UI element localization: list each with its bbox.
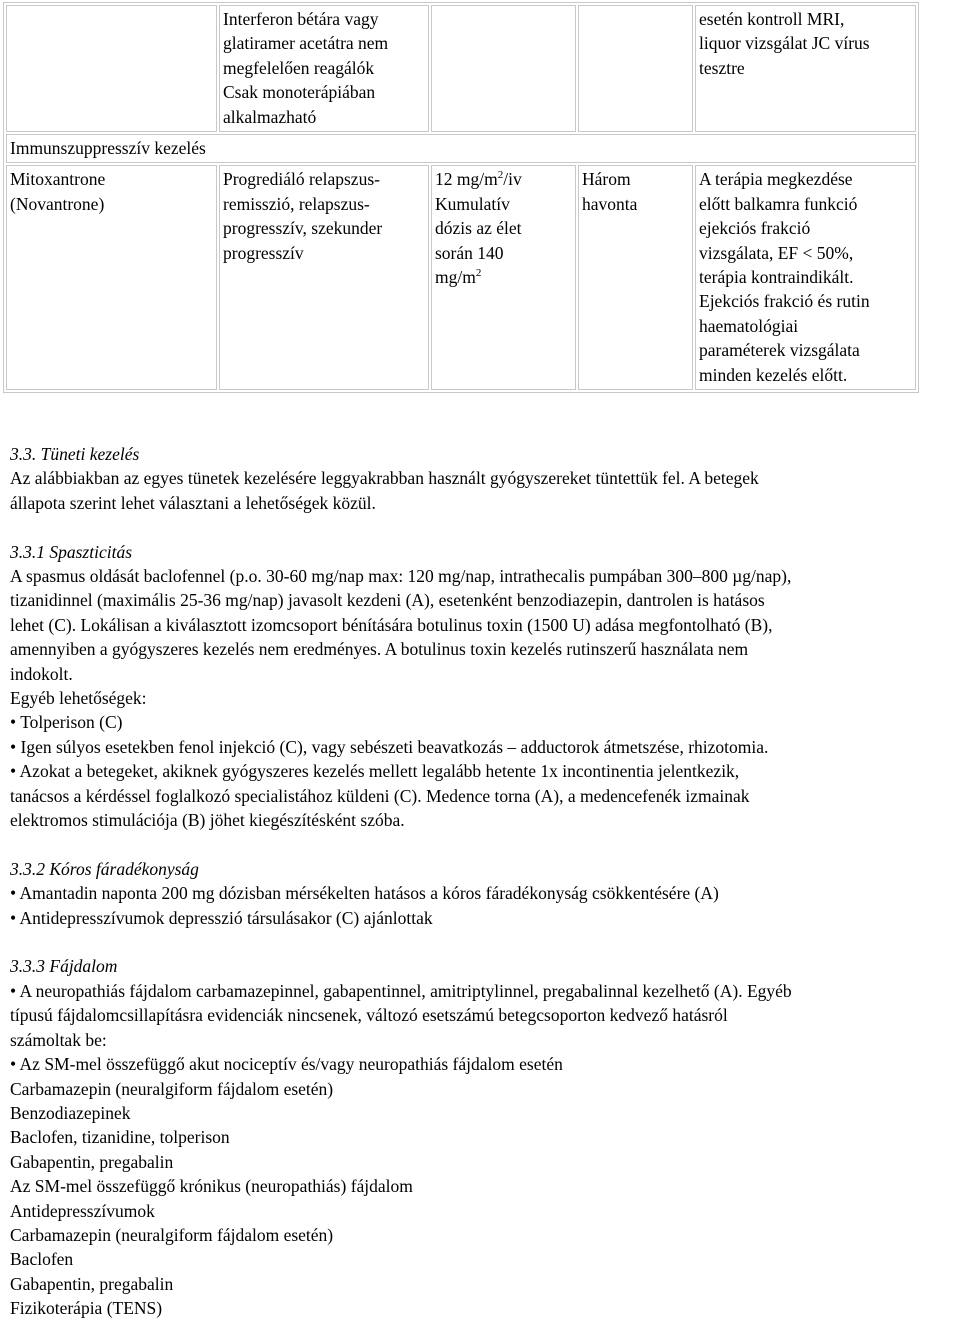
table-cell-dose-empty	[431, 5, 576, 132]
bullet-item: • Antidepresszívumok depresszió társulásakor (C) ajánlottak	[10, 906, 960, 930]
cell-line: dózis az élet	[435, 218, 522, 239]
cell-line: havonta	[582, 193, 638, 214]
paragraph-line: Egyéb lehetőségek:	[10, 688, 147, 709]
dose-text: 12 mg/m	[435, 169, 498, 190]
paragraph-line: A spasmus oldását baclofennel (p.o. 30-60 mg/nap max: 120 mg/nap, intrathecalis pumpában 300–800 µg/nap),	[10, 566, 792, 587]
section-heading: 3.3.3 Fájdalom	[10, 956, 118, 977]
bullet-item: • A neuropathiás fájdalom carbamazepinnel, gabapentinnel, amitriptylinnel, pregabalinnal kezelhető (A). Egyéb	[10, 979, 960, 1003]
cell-line: Csak monoterápiában	[223, 82, 376, 103]
table-cell-indication	[219, 5, 429, 132]
list-line: Baclofen, tizanidine, tolperison	[10, 1127, 230, 1148]
paragraph-line: tizanidinnel (maximális 25-36 mg/nap) javasolt kezdeni (A), esetenként benzodiazepin, dantrolen is hatásos	[10, 590, 765, 611]
table-cell-frequency	[578, 165, 693, 390]
table-row	[6, 5, 916, 132]
therapy-table	[3, 2, 919, 393]
paragraph-line: indokolt.	[10, 663, 73, 684]
spacer	[10, 832, 960, 856]
section-heading: 3.3.1 Spaszticitás	[10, 541, 133, 562]
paragraph-line: amennyiben a gyógyszeres kezelés nem eredményes. A botulinus toxin kezelés rutinszerű használata nem	[10, 639, 749, 660]
cell-line: során 140	[435, 242, 504, 263]
cell-line	[435, 167, 572, 191]
cell-line	[435, 265, 572, 289]
bullet-item: • Azokat a betegeket, akiknek gyógyszeres kezelés mellett legalább hetente 1x incontinentia jelentkezik,	[10, 759, 960, 783]
list-line: Carbamazepin (neuralgiform fájdalom esetén)	[10, 1224, 334, 1245]
cell-line: remisszió, relapszus-	[223, 193, 370, 214]
cell-line: Mitoxantrone	[10, 169, 106, 190]
list-line: Az SM-mel összefüggő krónikus (neuropathiás) fájdalom	[10, 1176, 413, 1197]
cell-line: alkalmazható	[223, 106, 317, 127]
table-cell-indication	[219, 165, 429, 390]
cell-line: minden kezelés előtt.	[699, 364, 848, 385]
cell-line: ejekciós frakció	[699, 218, 811, 239]
table-cell-frequency-empty	[578, 5, 693, 132]
bullet-item: • Igen súlyos esetekben fenol injekció (C), vagy sebészeti beavatkozás – adductorok átmetszése, rhizotomia.	[10, 735, 960, 759]
cell-line: progresszív	[223, 242, 304, 263]
list-line: Fizikoterápia (TENS)	[10, 1298, 163, 1319]
spacer	[10, 930, 960, 954]
cell-line: Interferon bétára vagy	[223, 9, 379, 29]
cell-line: esetén kontroll MRI,	[699, 9, 845, 29]
paragraph-line: Az alábbiakban az egyes tünetek kezelésére leggyakrabban használt gyógyszereket tüntettük fel. A betegek	[10, 468, 759, 489]
cell-line: (Novantrone)	[10, 193, 105, 214]
cell-line: progresszív, szekunder	[223, 218, 383, 239]
paragraph-line: lehet (C). Lokálisan a kiválasztott izomcsoport bénítására botulinus toxin (1500 U) adása megfontolható (B),	[10, 614, 773, 635]
paragraph-line: számoltak be:	[10, 1029, 107, 1050]
list-line: Baclofen	[10, 1249, 74, 1270]
cell-line: Progrediáló relapszus-	[223, 169, 380, 190]
cell-line: Kumulatív	[435, 193, 510, 214]
paragraph-line: tanácsos a kérdéssel foglalkozó specialistához küldeni (C). Medence torna (A), a medencefenék izmainak	[10, 785, 750, 806]
cell-line: glatiramer acetátra nem	[223, 33, 389, 54]
document-body	[10, 442, 960, 1321]
table-cell-drug	[6, 165, 217, 390]
paragraph-line: állapota szerint lehet választani a lehetőségek közül.	[10, 492, 376, 513]
cell-line: A terápia megkezdése	[699, 169, 853, 190]
paragraph-line: típusú fájdalomcsillapításra evidenciák nincsenek, változó esetszámú betegcsoporton kedvező hatásról	[10, 1005, 728, 1026]
dose-text: mg/m	[435, 267, 476, 288]
cell-line: vizsgálata, EF < 50%,	[699, 242, 854, 263]
bullet-item: • Tolperison (C)	[10, 710, 960, 734]
section-heading: 3.3. Tüneti kezelés	[10, 444, 140, 464]
cell-line: Ejekciós frakció és rutin	[699, 291, 870, 312]
spacer	[10, 515, 960, 539]
cell-line: előtt balkamra funkció	[699, 193, 858, 214]
list-line: Gabapentin, pregabalin	[10, 1273, 174, 1294]
cell-line: liquor vizsgálat JC vírus	[699, 33, 870, 54]
list-line: Benzodiazepinek	[10, 1102, 131, 1123]
cell-line: haematológiai	[699, 315, 799, 336]
table-section-row	[6, 134, 916, 163]
list-line: Antidepresszívumok	[10, 1200, 155, 1221]
table-row	[6, 165, 916, 390]
table-cell-drug-empty	[6, 5, 217, 132]
cell-line: terápia kontraindikált.	[699, 267, 854, 288]
cell-line: paraméterek vizsgálata	[699, 340, 860, 361]
list-line: Carbamazepin (neuralgiform fájdalom esetén)	[10, 1078, 334, 1099]
section-header: Immunszuppresszív kezelés	[6, 134, 916, 163]
table-cell-dose	[431, 165, 576, 390]
list-line: Gabapentin, pregabalin	[10, 1151, 174, 1172]
cell-line: tesztre	[699, 57, 745, 78]
paragraph-line: elektromos stimulációja (B) jöhet kiegészítésként szóba.	[10, 810, 405, 831]
section-heading: 3.3.2 Kóros fáradékonyság	[10, 858, 199, 879]
bullet-item: • Amantadin naponta 200 mg dózisban mérsékelten hatásos a kóros fáradékonyság csökkentésére (A)	[10, 881, 960, 905]
superscript: 2	[497, 169, 504, 182]
table-cell-notes	[695, 165, 916, 390]
cell-line: Három	[582, 169, 631, 190]
dose-text: /iv	[503, 169, 522, 190]
table-cell-notes	[695, 5, 916, 132]
superscript: 2	[475, 267, 482, 280]
bullet-item: • Az SM-mel összefüggő akut nociceptív és/vagy neuropathiás fájdalom esetén	[10, 1052, 960, 1076]
cell-line: megfelelően reagálók	[223, 57, 375, 78]
